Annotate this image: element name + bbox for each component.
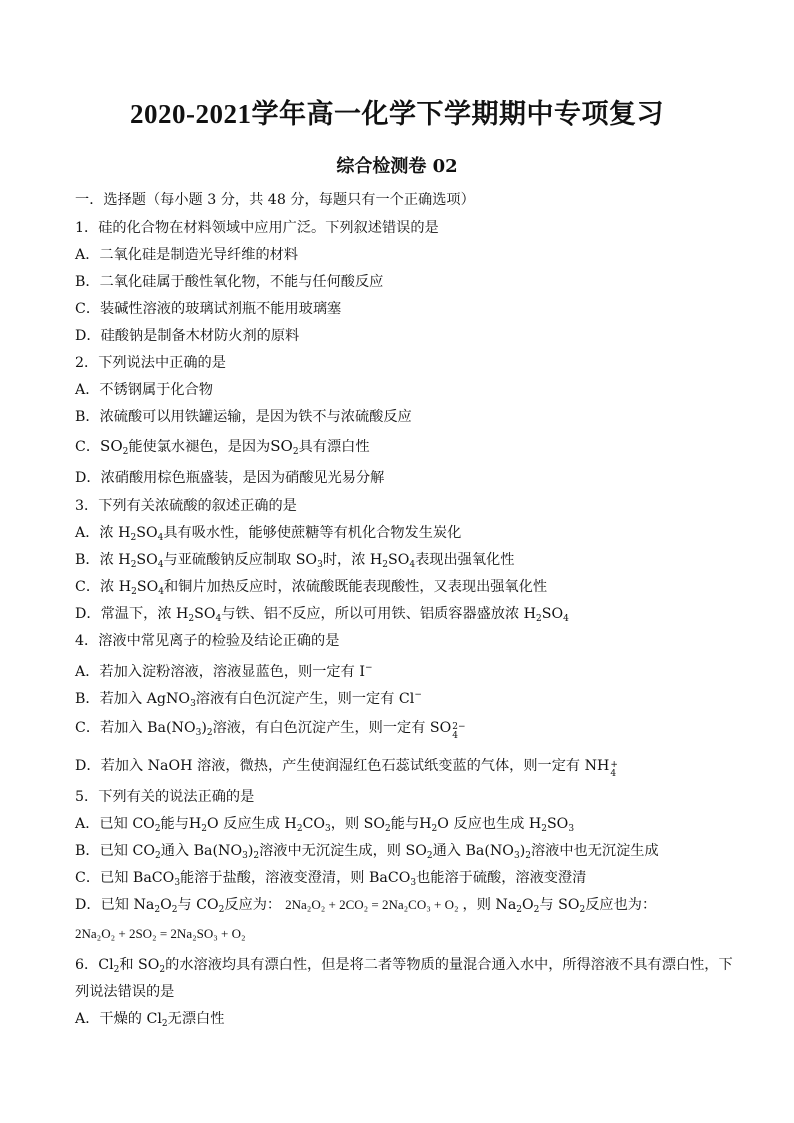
- q3-stem: 3．下列有关浓硫酸的叙述正确的是: [75, 498, 297, 514]
- section-heading: 一．选择题（每小题 3 分，共 48 分，每题只有一个正确选项）: [75, 192, 475, 208]
- q3-option-c: C．浓 $H_2SO_4$和铜片加热反应时，浓硫酸既能表现酸性，又表现出强氧化性: [75, 579, 548, 597]
- q6-option-a: A．干燥的 $Cl_2$无漂白性: [75, 1011, 225, 1029]
- q3-option-a: A．浓 $H_2SO_4$具有吸水性，能够使蔗糖等有机化合物发生炭化: [75, 525, 462, 543]
- q4-option-d: D．若加入 NaOH 溶液，微热，产生使润湿红色石蕊试纸变蓝的气体，则一定有 NH + 4: [75, 758, 618, 779]
- q5-option-c: C．已知 BaCO$_3$能溶于盐酸，溶液变澄清，则 BaCO$_3$也能溶于硫酸，溶液变澄清: [75, 870, 587, 888]
- q2-stem: 2．下列说法中正确的是: [75, 355, 226, 371]
- q5-option-a: A．已知 $CO_2$能与$H_2O$ 反应生成 $H_2CO_3$，则 $SO_2$能与$H_2O$ 反应也生成 $H_2SO_3$: [75, 816, 575, 834]
- q1-stem: 1．硅的化合物在材料领域中应用广泛。下列叙述错误的是: [75, 220, 439, 236]
- q1-option-d: D．硅酸钠是制备木材防火剂的原料: [75, 328, 300, 344]
- q2-option-b: B．浓硫酸可以用铁罐运输，是因为铁不与浓硫酸反应: [75, 409, 412, 425]
- q5-option-d: D．已知 $Na_2O_2$与 $CO_2$反应为： 2Na₂O₂ + 2CO₂ = 2Na₂CO₃ + O₂ ，则 $Na_2O_2$与 $SO_2$反应也为：: [75, 897, 657, 915]
- sulfate-charge: 2− 4: [452, 722, 466, 741]
- q6-stem-continued: 列说法错误的是: [75, 984, 175, 1000]
- q4-option-b: B．若加入 AgNO$_3$溶液有白色沉淀产生，则一定有 Cl−: [75, 690, 422, 709]
- equation-na2o2-co2: 2Na₂O₂ + 2CO₂ = 2Na₂CO₃ + O₂: [285, 897, 459, 912]
- q3-option-b: B．浓 $H_2SO_4$与亚硫酸钠反应制取 $SO_3$时，浓 $H_2SO_4$表现出强氧化性: [75, 552, 515, 570]
- q4-stem: 4．溶液中常见离子的检验及结论正确的是: [75, 633, 340, 649]
- q3-option-d: D．常温下，浓 $H_2SO_4$与铁、铝不反应，所以可用铁、铝质容器盛放浓 $H_2SO_4$: [75, 606, 569, 624]
- q2-option-c: C．$SO_2$能使氯水褪色，是因为$SO_2$具有漂白性: [75, 437, 370, 457]
- q6-stem: 6．$Cl_2$和 $SO_2$的水溶液均具有漂白性，但是将二者等物质的量混合通入水中，所得溶液不具有漂白性，下: [75, 957, 733, 975]
- q1-option-c: C．装碱性溶液的玻璃试剂瓶不能用玻璃塞: [75, 301, 342, 317]
- page-subtitle: 综合检测卷 02: [336, 156, 458, 177]
- q5-stem: 5．下列有关的说法正确的是: [75, 789, 255, 805]
- q2-option-a: A．不锈钢属于化合物: [75, 382, 213, 398]
- q2-option-d: D．浓硝酸用棕色瓶盛装，是因为硝酸见光易分解: [75, 470, 385, 486]
- equation-na2o2-so2: 2Na₂O₂ + 2SO₂ = 2Na₂SO₃ + O₂: [75, 926, 246, 941]
- ammonium-charge: + 4: [610, 760, 618, 779]
- page-title: 2020-2021学年高一化学下学期期中专项复习: [130, 99, 664, 129]
- q1-option-b: B．二氧化硅属于酸性氧化物，不能与任何酸反应: [75, 274, 384, 290]
- q4-option-c: C．若加入 $Ba(NO_3)_2$溶液，有白色沉淀产生，则一定有 SO 2− 4: [75, 720, 466, 741]
- q5-option-d-equation: [75, 925, 735, 943]
- q5-option-b: B．已知 $CO_2$通入 $Ba(NO_3)_2$溶液中无沉淀生成，则 $SO_2$通入 $Ba(NO_3)_2$溶液中也无沉淀生成: [75, 843, 659, 861]
- q1-option-a: A．二氧化硅是制造光导纤维的材料: [75, 247, 299, 263]
- q4-option-a: A．若加入淀粉溶液，溶液显蓝色，则一定有 I−: [75, 663, 373, 680]
